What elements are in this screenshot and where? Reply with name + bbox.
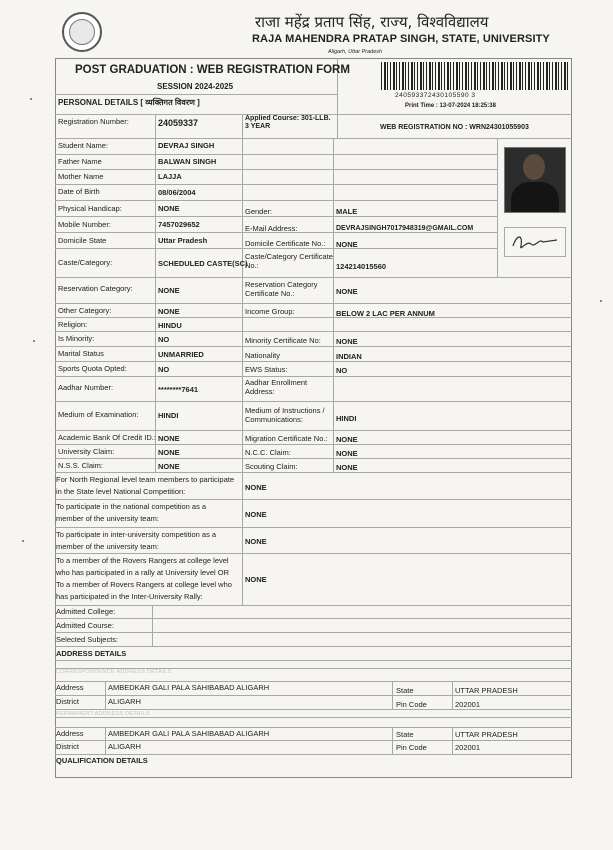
admitted-course-label: Admitted Course: [56,621,114,630]
web-registration-number: WEB REGISTRATION NO : WRN24301055903 [380,124,529,131]
claim-inter-university-line1: To participate in inter-university competition as a [56,530,217,539]
migration: NONE [336,435,358,444]
claim-rovers-value: NONE [245,575,267,584]
reservation: NONE [158,286,180,295]
emblem-icon [69,19,95,45]
minority-label: Is Minority: [58,334,95,343]
reservation-cert-label: Reservation Category Certificate No.: [245,280,318,298]
corr-district-label: District [56,697,79,706]
university-claim: NONE [158,448,180,457]
caste-cert-label: Caste/Category Certificate No.: [245,252,333,270]
email: DEVRAJSINGH7017948319@GMAIL.COM [336,225,474,232]
claim-national-line2: member of the university team: [56,514,159,523]
aadhar: ********7641 [158,385,199,394]
scouting: NONE [336,463,358,472]
student-signature [504,227,566,257]
print-time: Print Time : 13-07-2024 18:25:38 [405,103,496,109]
sports: NO [158,365,170,374]
domicile-label: Domicile State [58,236,107,245]
father-name-label: Father Name [58,157,102,166]
admitted-college-label: Admitted College: [56,607,116,616]
email-label: E-Mail Address: [245,224,298,233]
minority-cert-label: Minority Certificate No: [245,336,321,345]
corr-pin-label: Pin Code [396,700,427,709]
perm-address-label: Address [56,729,84,738]
minority-cert: NONE [336,337,358,346]
nationality: INDIAN [336,352,362,361]
dob: 08/06/2004 [158,188,196,197]
university-logo [62,12,102,52]
claim-north-regional-line2: in the State level National Competition: [56,487,186,496]
corr-state: UTTAR PRADESH [455,686,518,695]
correspondence-address-heading: CORRESPONDENCE ADDRESS DETAILS [56,669,172,675]
medium-instr: HINDI [336,414,357,423]
barcode [381,62,569,90]
claim-inter-university-line2: member of the university team: [56,542,159,551]
permanent-address-heading: PERMANENT ADDRESS DETAILS [56,711,150,717]
other-category-label: Other Category: [58,306,112,315]
other-category: NONE [158,307,180,316]
ncc-label: N.C.C. Claim: [245,448,291,457]
university-name-english: RAJA MAHENDRA PRATAP SINGH, STATE, UNIVERSITY [252,33,550,45]
address-details-heading: ADDRESS DETAILS [56,649,127,658]
selected-subjects-label: Selected Subjects: [56,635,119,644]
income-label: Income Group: [245,307,295,316]
perm-pin: 202001 [455,743,481,752]
claim-north-regional-value: NONE [245,483,267,492]
religion: HINDU [158,321,182,330]
mother-name-label: Mother Name [58,172,104,181]
medium-instr-label: Medium of Instructions / Communications: [245,406,325,424]
student-photo [504,147,566,213]
mobile-label: Mobile Number: [58,220,111,229]
claim-north-regional-line1: For North Regional level team members to participate [56,475,234,484]
abc-label: Academic Bank Of Credit ID.: [58,433,156,442]
form-title: POST GRADUATION : WEB REGISTRATION FORM [75,64,350,76]
nss-label: N.S.S. Claim: [58,461,104,470]
aadhar-label: Aadhar Number: [58,383,114,392]
perm-state: UTTAR PRADESH [455,730,518,739]
abc: NONE [158,434,180,443]
marital-label: Marital Status [58,349,104,358]
session-label: SESSION 2024-2025 [157,82,234,91]
ews: NO [336,366,348,375]
reservation-cert: NONE [336,287,358,296]
perm-district-label: District [56,742,79,751]
claim-inter-university-value: NONE [245,537,267,546]
sports-label: Sports Quota Opted: [58,364,127,373]
student-name: DEVRAJ SINGH [158,141,215,150]
medium-exam-label: Medium of Examination: [58,410,139,419]
corr-district: ALIGARH [108,697,141,706]
qualification-details-heading: QUALIFICATION DETAILS [56,756,148,765]
applied-course: Applied Course: 301-LLB. 3 YEAR [245,115,331,131]
claim-national-line1: To participate in the national competition as a [56,502,207,511]
domicile: Uttar Pradesh [158,236,208,245]
medium-exam: HINDI [158,411,179,420]
marital: UNMARRIED [158,350,204,359]
perm-district: ALIGARH [108,742,141,751]
aadhar-enroll-label: Aadhar Enrollment Address: [245,378,308,396]
student-name-label: Student Name: [58,141,109,150]
domicile-cert: NONE [336,240,358,249]
gender-label: Gender: [245,207,273,216]
perm-state-label: State [396,730,414,739]
caste-label: Caste/Category: [58,258,113,267]
perm-pin-label: Pin Code [396,743,427,752]
handicap-label: Physical Handicap: [58,204,122,213]
gender: MALE [336,207,358,216]
migration-label: Migration Certificate No.: [245,434,328,443]
mother-name: LAJJA [158,172,182,181]
religion-label: Religion: [58,320,88,329]
corr-pin: 202001 [455,700,481,709]
barcode-number: 240593372430105590 3 [395,92,476,99]
caste-cert: 124214015560 [336,262,387,271]
minority: NO [158,335,170,344]
claim-rovers-line2: who has participated in a rally at University level OR [56,568,229,577]
claim-rovers-line4: has participated in the Inter-University Rally: [56,592,203,601]
nationality-label: Nationality [245,351,281,360]
father-name: BALWAN SINGH [158,157,217,166]
university-claim-label: University Claim: [58,447,115,456]
caste: SCHEDULED CASTE(SC) [158,259,248,268]
registration-number-label: Registration Number: [58,117,129,126]
dob-label: Date of Birth [58,187,100,196]
domicile-cert-label: Domicile Certificate No.: [245,239,326,248]
personal-details-heading: PERSONAL DETAILS [ व्यक्तिगत विवरण ] [58,98,200,107]
ncc: NONE [336,449,358,458]
claim-rovers-line1: To a member of the Rovers Rangers at college level [56,556,229,565]
scouting-label: Scouting Claim: [245,462,298,471]
claim-national-value: NONE [245,510,267,519]
perm-address: AMBEDKAR GALI PALA SAHIBABAD ALIGARH [108,729,270,738]
ews-label: EWS Status: [245,365,288,374]
university-name-hindi: राजा महेंद्र प्रताप सिंह, राज्य, विश्वविद्यालय [255,13,489,31]
reservation-label: Reservation Category: [58,284,133,293]
income: BELOW 2 LAC PER ANNUM [336,309,435,318]
corr-address-label: Address [56,683,84,692]
university-address: Aligarh, Uttar Pradesh [328,49,383,55]
registration-number: 24059337 [158,118,199,128]
corr-state-label: State [396,686,414,695]
corr-address: AMBEDKAR GALI PALA SAHIBABAD ALIGARH [108,683,270,692]
claim-rovers-line3: To a member of Rovers Rangers at college level who [56,580,232,589]
nss: NONE [158,462,180,471]
handicap: NONE [158,204,180,213]
mobile: 7457029652 [158,220,200,229]
